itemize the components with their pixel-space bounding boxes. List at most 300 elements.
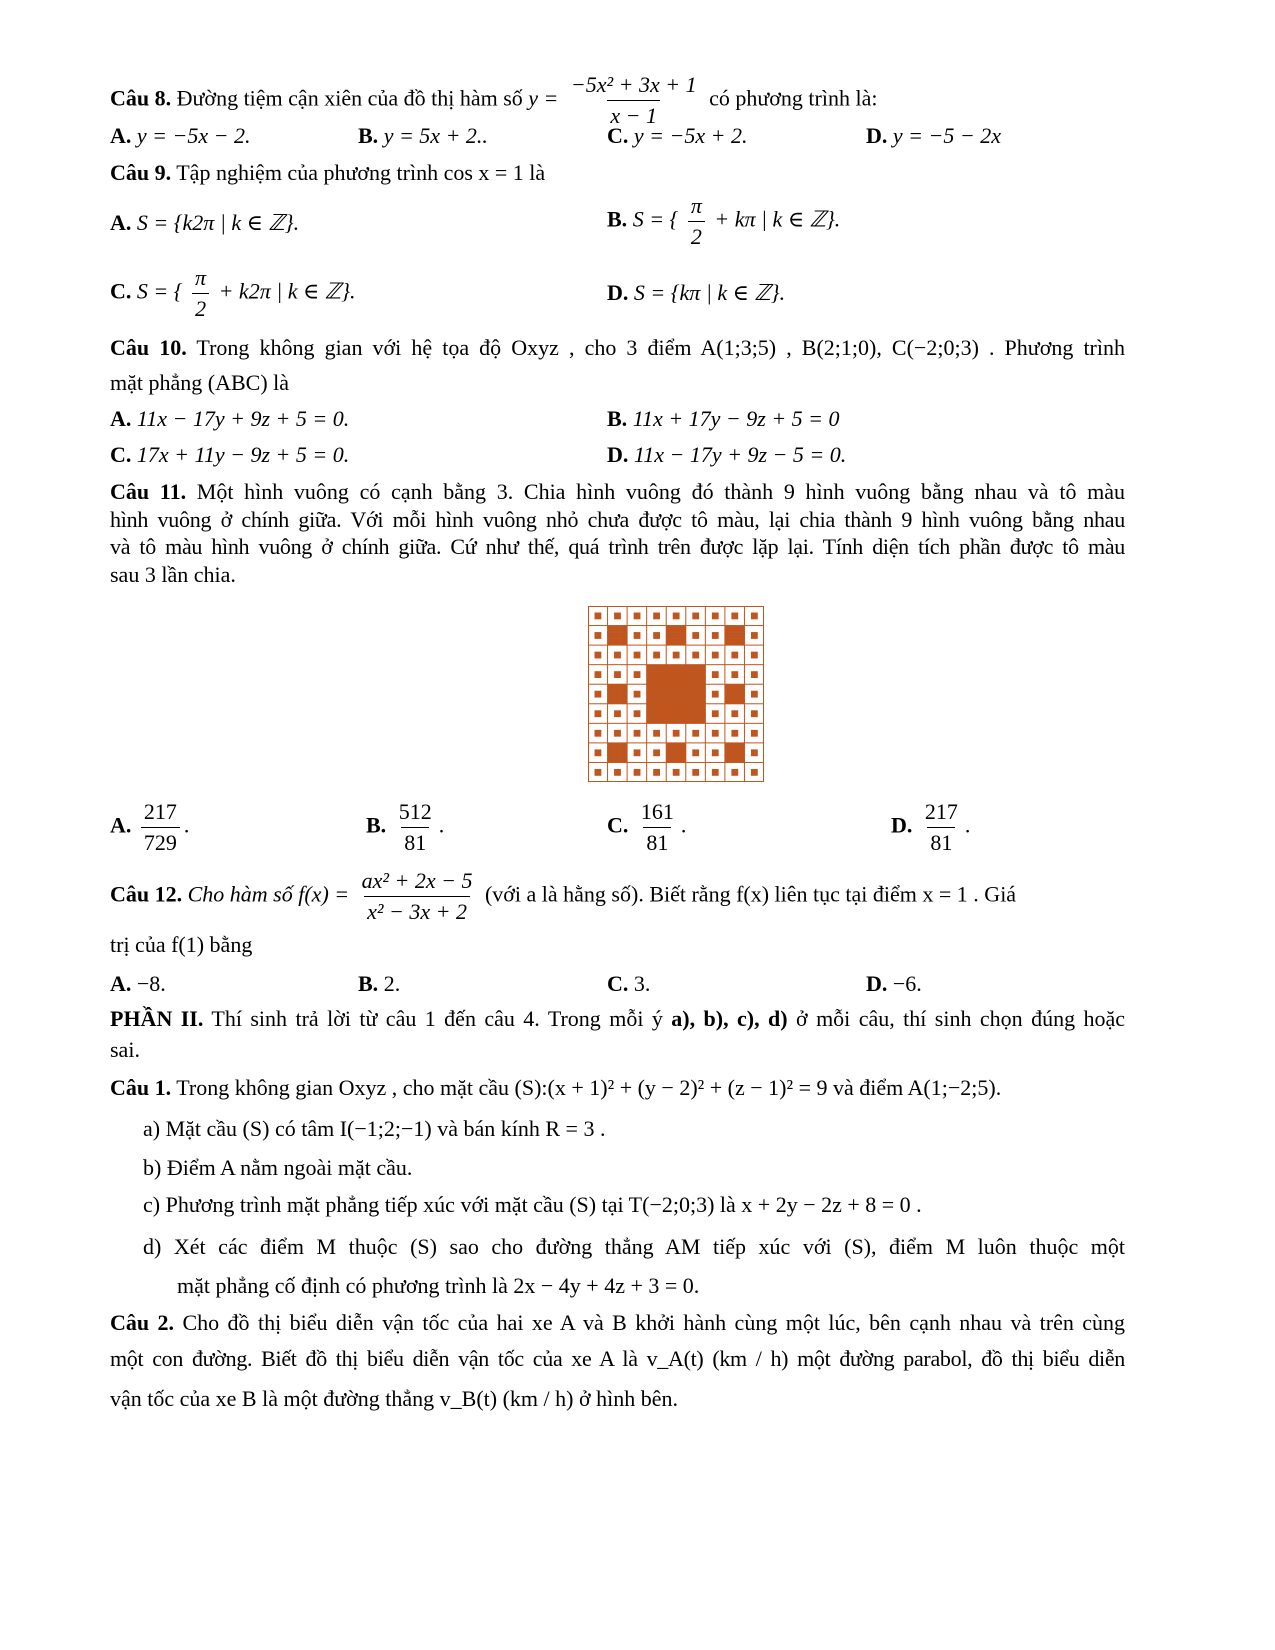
carpet-filled-cell [608, 632, 615, 639]
carpet-filled-cell [731, 691, 738, 698]
option-text: 11x − 17y + 9z − 5 = 0. [633, 442, 847, 467]
option-label: D. [607, 280, 629, 305]
option-label: A. [110, 210, 132, 235]
option-text: S = {k2π | k ∈ ℤ}. [136, 210, 300, 235]
fraction-denominator: x² − 3x + 2 [364, 896, 470, 927]
carpet-filled-cell [692, 671, 699, 678]
carpet-filled-cell [692, 613, 699, 620]
carpet-filled-cell [666, 743, 673, 750]
carpet-filled-cell [692, 632, 699, 639]
option-fraction [396, 797, 435, 858]
q12-stem-line1 [110, 866, 1125, 927]
carpet-filled-cell [666, 678, 673, 685]
option-fraction [922, 797, 961, 858]
carpet-filled-cell [699, 717, 706, 724]
q10-option-c [110, 440, 349, 470]
q9-label: Câu 9. [110, 160, 172, 185]
carpet-filled-cell [679, 717, 686, 724]
q12-function: Cho hàm số f(x) = [187, 881, 350, 907]
carpet-filled-cell [673, 652, 680, 659]
carpet-filled-cell [653, 749, 660, 756]
carpet-filled-cell [673, 704, 680, 711]
carpet-filled-cell [751, 730, 758, 737]
carpet-filled-cell [634, 769, 641, 776]
carpet-filled-cell [634, 652, 641, 659]
q9-option-d [607, 278, 785, 308]
carpet-filled-cell [686, 691, 693, 698]
carpet-filled-cell [660, 691, 667, 698]
p2-stem-line3: vận tốc của xe B là một đường thẳng v_B(t) (km / h) ở hình bên. [110, 1386, 678, 1411]
carpet-filled-cell [634, 613, 641, 620]
option-text: y = −5x − 2. [136, 123, 251, 148]
pi-over-2-fraction [688, 191, 705, 252]
carpet-filled-cell [725, 691, 732, 698]
carpet-filled-cell [731, 769, 738, 776]
carpet-filled-cell [679, 710, 686, 717]
carpet-filled-cell [660, 678, 667, 685]
carpet-filled-cell [725, 639, 732, 646]
carpet-filled-cell [666, 639, 673, 646]
sierpinski-carpet-figure [588, 606, 764, 782]
carpet-filled-cell [621, 743, 628, 750]
carpet-filled-cell [653, 691, 660, 698]
q11-text: Một hình vuông có cạnh bằng 3. Chia hình vuông đó thành 9 hình vuông bằng nhau và tô màu [196, 479, 1125, 504]
option-text: 17x + 11y − 9z + 5 = 0. [136, 442, 350, 467]
fraction-numerator: π [195, 265, 207, 290]
carpet-filled-cell [666, 684, 673, 691]
option-label: A. [110, 971, 132, 996]
q8-y-eq: y = [528, 85, 559, 111]
carpet-filled-cell [653, 671, 660, 678]
carpet-filled-cell [731, 749, 738, 756]
carpet-grid-line [627, 606, 628, 782]
option-label: C. [110, 278, 132, 304]
carpet-filled-cell [634, 749, 641, 756]
carpet-filled-cell [686, 704, 693, 711]
option-label: A. [110, 406, 132, 431]
carpet-filled-cell [738, 743, 745, 750]
carpet-filled-cell [614, 626, 621, 633]
carpet-filled-cell [725, 697, 732, 704]
carpet-filled-cell [673, 613, 680, 620]
carpet-filled-cell [738, 626, 745, 633]
carpet-filled-cell [699, 697, 706, 704]
carpet-filled-cell [686, 665, 693, 672]
carpet-grid-line [588, 723, 764, 724]
option-label: A. [110, 123, 132, 148]
carpet-filled-cell [660, 704, 667, 711]
carpet-filled-cell [692, 769, 699, 776]
p2-stem-line2: một con đường. Biết đồ thị biểu diễn vận tốc của xe A là v_A(t) (km / h) một đường parabol, đồ thị biểu diễn [110, 1346, 1125, 1371]
carpet-filled-cell [712, 671, 719, 678]
q9-option-a [110, 208, 299, 238]
carpet-filled-cell [621, 684, 628, 691]
carpet-filled-cell [738, 632, 745, 639]
carpet-filled-cell [679, 639, 686, 646]
carpet-filled-cell [621, 756, 628, 763]
carpet-filled-cell [673, 730, 680, 737]
q10-stem-line2: mặt phẳng (ABC) là [110, 370, 290, 395]
carpet-filled-cell [751, 710, 758, 717]
carpet-filled-cell [608, 756, 615, 763]
carpet-filled-cell [738, 756, 745, 763]
carpet-grid-line [646, 606, 647, 782]
option-label: C. [607, 123, 629, 148]
option-label: D. [891, 812, 913, 838]
q10-option-a [110, 404, 349, 434]
carpet-filled-cell [614, 671, 621, 678]
fraction-denominator: 81 [401, 827, 429, 858]
carpet-filled-cell [647, 704, 654, 711]
part2-heading-line1 [110, 1004, 1125, 1034]
option-label: B. [358, 971, 379, 996]
carpet-filled-cell [666, 697, 673, 704]
carpet-filled-cell [660, 665, 667, 672]
carpet-filled-cell [614, 632, 621, 639]
carpet-filled-cell [653, 717, 660, 724]
carpet-filled-cell [608, 697, 615, 704]
q12-stem-line2: trị của f(1) bằng [110, 932, 253, 957]
option-fraction [638, 797, 677, 858]
carpet-filled-cell [595, 632, 602, 639]
option-label: C. [607, 971, 629, 996]
carpet-filled-cell [595, 652, 602, 659]
q10-option-b [607, 404, 840, 434]
carpet-grid-line [588, 645, 764, 646]
q11-stem-line1 [110, 477, 1125, 507]
carpet-filled-cell [673, 639, 680, 646]
carpet-filled-cell [699, 684, 706, 691]
carpet-filled-cell [731, 671, 738, 678]
q8-denominator: x − 1 [607, 100, 660, 131]
carpet-filled-cell [751, 652, 758, 659]
carpet-filled-cell [751, 671, 758, 678]
carpet-filled-cell [621, 639, 628, 646]
carpet-filled-cell [660, 710, 667, 717]
q10-text: Trong không gian với hệ tọa độ Oxyz , cho 3 điểm A(1;3;5) , B(2;1;0), C(−2;0;3) . Phương trình [196, 335, 1125, 360]
q11-option-a: A. $\frac{217}{729}$ . [110, 797, 189, 858]
carpet-filled-cell [614, 730, 621, 737]
carpet-filled-cell [673, 678, 680, 685]
q9-option-b [607, 191, 840, 252]
carpet-filled-cell [692, 697, 699, 704]
carpet-filled-cell [731, 743, 738, 750]
option-text: 3. [633, 971, 651, 996]
carpet-filled-cell [686, 710, 693, 717]
carpet-filled-cell [653, 684, 660, 691]
carpet-filled-cell [614, 756, 621, 763]
carpet-filled-cell [608, 749, 615, 756]
carpet-filled-cell [653, 710, 660, 717]
q12-option-a [110, 969, 166, 999]
carpet-filled-cell [731, 632, 738, 639]
q8-option-b [358, 121, 488, 151]
carpet-filled-cell [653, 730, 660, 737]
carpet-grid-line [588, 762, 764, 763]
option-text: −6. [892, 971, 922, 996]
carpet-filled-cell [595, 769, 602, 776]
option-label: D. [866, 123, 888, 148]
carpet-filled-cell [725, 743, 732, 750]
carpet-filled-cell [614, 639, 621, 646]
option-text: y = −5x + 2. [633, 123, 748, 148]
fraction-denominator: 2 [192, 293, 209, 324]
q8-label: Câu 8. [110, 85, 172, 111]
carpet-filled-cell [731, 710, 738, 717]
option-text: 2. [383, 971, 401, 996]
carpet-filled-cell [614, 684, 621, 691]
q11-stem-line2: hình vuông ở chính giữa. Với mỗi hình vuông nhỏ chưa được tô màu, lại chia thành 9 hình vuông bằng nhau [110, 507, 1125, 532]
carpet-filled-cell [621, 632, 628, 639]
carpet-filled-cell [686, 684, 693, 691]
carpet-filled-cell [666, 717, 673, 724]
option-text: 11x − 17y + 9z + 5 = 0. [136, 406, 350, 431]
carpet-filled-cell [608, 684, 615, 691]
carpet-filled-cell [614, 691, 621, 698]
pi-over-2-fraction [192, 263, 209, 324]
option-text: S = {kπ | k ∈ ℤ}. [633, 280, 786, 305]
carpet-filled-cell [738, 697, 745, 704]
carpet-filled-cell [595, 710, 602, 717]
carpet-filled-cell [666, 665, 673, 672]
carpet-filled-cell [647, 671, 654, 678]
carpet-filled-cell [679, 743, 686, 750]
fraction-numerator: ax² + 2x − 5 [361, 868, 473, 893]
option-label: B. [607, 206, 628, 232]
carpet-filled-cell [673, 697, 680, 704]
carpet-grid-line [705, 606, 706, 782]
carpet-filled-cell [679, 671, 686, 678]
carpet-filled-cell [673, 632, 680, 639]
carpet-filled-cell [614, 652, 621, 659]
q8-text-before: Đường tiệm cận xiên của đồ thị hàm số [176, 85, 523, 111]
carpet-filled-cell [692, 665, 699, 672]
carpet-filled-cell [614, 769, 621, 776]
carpet-filled-cell [666, 691, 673, 698]
option-label: A. [110, 812, 132, 838]
q10-label: Câu 10. [110, 335, 187, 360]
carpet-filled-cell [614, 710, 621, 717]
carpet-filled-cell [692, 749, 699, 756]
carpet-filled-cell [751, 613, 758, 620]
part2-heading-line2: sai. [110, 1037, 140, 1062]
carpet-filled-cell [673, 710, 680, 717]
p2-stem-line1 [110, 1308, 1125, 1338]
carpet-filled-cell [673, 626, 680, 633]
part2-label: PHẦN II. [110, 1006, 204, 1031]
q9-text: Tập nghiệm của phương trình cos x = 1 là [176, 160, 546, 185]
option-label: B. [366, 812, 387, 838]
p1-label: Câu 1. [110, 1075, 172, 1100]
option-text: −8. [136, 971, 166, 996]
carpet-grid-line [588, 684, 764, 685]
carpet-filled-cell [647, 665, 654, 672]
q12-label: Câu 12. [110, 881, 183, 907]
carpet-filled-cell [647, 678, 654, 685]
fraction-numerator: 161 [640, 799, 674, 824]
carpet-filled-cell [647, 710, 654, 717]
carpet-filled-cell [621, 749, 628, 756]
fraction-denominator: 2 [688, 221, 705, 252]
carpet-filled-cell [673, 749, 680, 756]
p1-text: Trong không gian Oxyz , cho mặt cầu (S):(x + 1)² + (y − 2)² + (z − 1)² = 9 và điểm A(1;−2;5). [176, 1075, 1002, 1100]
q10-option-d [607, 440, 846, 470]
carpet-filled-cell [653, 769, 660, 776]
carpet-filled-cell [608, 743, 615, 750]
carpet-filled-cell [673, 691, 680, 698]
carpet-filled-cell [712, 613, 719, 620]
fraction-numerator: 217 [143, 799, 177, 824]
option-label: B. [358, 123, 379, 148]
p2-label: Câu 2. [110, 1310, 175, 1335]
q9-option-c [110, 263, 356, 324]
carpet-filled-cell [679, 684, 686, 691]
option-text: 11x + 17y − 9z + 5 = 0 [632, 406, 840, 431]
carpet-filled-cell [712, 749, 719, 756]
part2-abcd: a), b), c), d) [671, 1006, 788, 1031]
carpet-filled-cell [673, 743, 680, 750]
option-label: B. [607, 406, 628, 431]
carpet-filled-cell [692, 652, 699, 659]
part2-text-b: ở mỗi câu, thí sinh chọn đúng hoặc [796, 1006, 1126, 1031]
carpet-filled-cell [673, 671, 680, 678]
carpet-filled-cell [647, 684, 654, 691]
carpet-filled-cell [673, 717, 680, 724]
p1-statement-d-line1: d) Xét các điểm M thuộc (S) sao cho đường thẳng AM tiếp xúc với (S), điểm M luôn thuộc một [143, 1234, 1125, 1259]
carpet-filled-cell [692, 710, 699, 717]
carpet-filled-cell [751, 769, 758, 776]
carpet-filled-cell [647, 697, 654, 704]
carpet-filled-cell [692, 730, 699, 737]
carpet-filled-cell [725, 632, 732, 639]
carpet-grid-line [724, 606, 725, 782]
carpet-filled-cell [738, 639, 745, 646]
carpet-grid-line [588, 742, 764, 743]
carpet-filled-cell [738, 691, 745, 698]
q8-text-after: có phương trình là: [709, 85, 878, 111]
carpet-filled-cell [712, 730, 719, 737]
q11-option-d: D. $\frac{217}{81}$ . [891, 797, 970, 858]
carpet-filled-cell [634, 671, 641, 678]
q11-option-c: C. $\frac{161}{81}$ . [607, 797, 686, 858]
q11-option-b: B. $\frac{512}{81}$ . [366, 797, 444, 858]
fraction-denominator: 81 [643, 827, 671, 858]
carpet-filled-cell [679, 691, 686, 698]
carpet-filled-cell [731, 730, 738, 737]
carpet-filled-cell [751, 749, 758, 756]
carpet-filled-cell [666, 749, 673, 756]
carpet-filled-cell [614, 697, 621, 704]
carpet-grid-line [744, 606, 745, 782]
carpet-filled-cell [725, 626, 732, 633]
carpet-filled-cell [660, 697, 667, 704]
carpet-filled-cell [660, 717, 667, 724]
p2-text: Cho đồ thị biểu diễn vận tốc của hai xe A và B khởi hành cùng một lúc, bên cạnh nhau và trên cùng [182, 1310, 1126, 1335]
carpet-filled-cell [653, 652, 660, 659]
option-label: C. [110, 442, 132, 467]
carpet-filled-cell [686, 678, 693, 685]
carpet-filled-cell [679, 632, 686, 639]
carpet-filled-cell [738, 749, 745, 756]
carpet-filled-cell [731, 697, 738, 704]
fraction-numerator: 512 [398, 799, 432, 824]
q9-stem [110, 158, 545, 188]
option-text: y = −5 − 2x [892, 123, 1001, 148]
carpet-filled-cell [725, 749, 732, 756]
q12-text: (với a là hằng số). Biết rằng f(x) liên tục tại điểm x = 1 . Giá [484, 881, 1017, 907]
carpet-filled-cell [751, 632, 758, 639]
carpet-filled-cell [751, 691, 758, 698]
carpet-grid-line [685, 606, 686, 782]
option-label: D. [866, 971, 888, 996]
carpet-filled-cell [679, 665, 686, 672]
carpet-filled-cell [595, 613, 602, 620]
carpet-filled-cell [725, 684, 732, 691]
carpet-filled-cell [621, 691, 628, 698]
carpet-filled-cell [614, 749, 621, 756]
set-open: S = { [632, 206, 679, 232]
q8-option-a [110, 121, 250, 151]
carpet-filled-cell [692, 717, 699, 724]
carpet-grid-line [588, 664, 764, 665]
carpet-filled-cell [653, 678, 660, 685]
carpet-filled-cell [621, 697, 628, 704]
carpet-filled-cell [647, 717, 654, 724]
q12-fraction [359, 866, 476, 927]
carpet-filled-cell [686, 697, 693, 704]
carpet-grid-line [588, 625, 764, 626]
fraction-denominator: 81 [927, 827, 955, 858]
carpet-filled-cell [660, 671, 667, 678]
q12-option-b [358, 969, 400, 999]
carpet-filled-cell [666, 710, 673, 717]
carpet-filled-cell [673, 684, 680, 691]
carpet-filled-cell [679, 756, 686, 763]
carpet-filled-cell [634, 632, 641, 639]
carpet-filled-cell [679, 704, 686, 711]
carpet-filled-cell [679, 678, 686, 685]
q8-numerator: −5x² + 3x + 1 [570, 72, 697, 97]
carpet-filled-cell [666, 626, 673, 633]
carpet-filled-cell [673, 665, 680, 672]
carpet-filled-cell [699, 710, 706, 717]
carpet-filled-cell [608, 626, 615, 633]
carpet-filled-cell [699, 678, 706, 685]
carpet-filled-cell [595, 730, 602, 737]
carpet-filled-cell [666, 632, 673, 639]
carpet-filled-cell [608, 691, 615, 698]
carpet-filled-cell [692, 704, 699, 711]
p1-statement-c: c) Phương trình mặt phẳng tiếp xúc với mặt cầu (S) tại T(−2;0;3) là x + 2y − 2z + 8 = 0 . [143, 1192, 922, 1217]
carpet-grid-line [607, 606, 608, 782]
carpet-filled-cell [679, 697, 686, 704]
p1-stem [110, 1073, 1001, 1103]
carpet-filled-cell [653, 697, 660, 704]
carpet-filled-cell [738, 684, 745, 691]
set-rest: + k2π | k ∈ ℤ}. [218, 278, 356, 304]
carpet-filled-cell [679, 749, 686, 756]
part2-text-a: Thí sinh trả lời từ câu 1 đến câu 4. Trong mỗi ý [211, 1006, 663, 1031]
carpet-filled-cell [647, 691, 654, 698]
carpet-filled-cell [614, 743, 621, 750]
carpet-filled-cell [692, 684, 699, 691]
q11-label: Câu 11. [110, 479, 187, 504]
option-fraction [141, 797, 180, 858]
carpet-filled-cell [653, 613, 660, 620]
carpet-filled-cell [725, 756, 732, 763]
carpet-filled-cell [731, 684, 738, 691]
p1-statement-d-line2: mặt phẳng cố định có phương trình là 2x − 4y + 4z + 3 = 0. [177, 1273, 700, 1298]
